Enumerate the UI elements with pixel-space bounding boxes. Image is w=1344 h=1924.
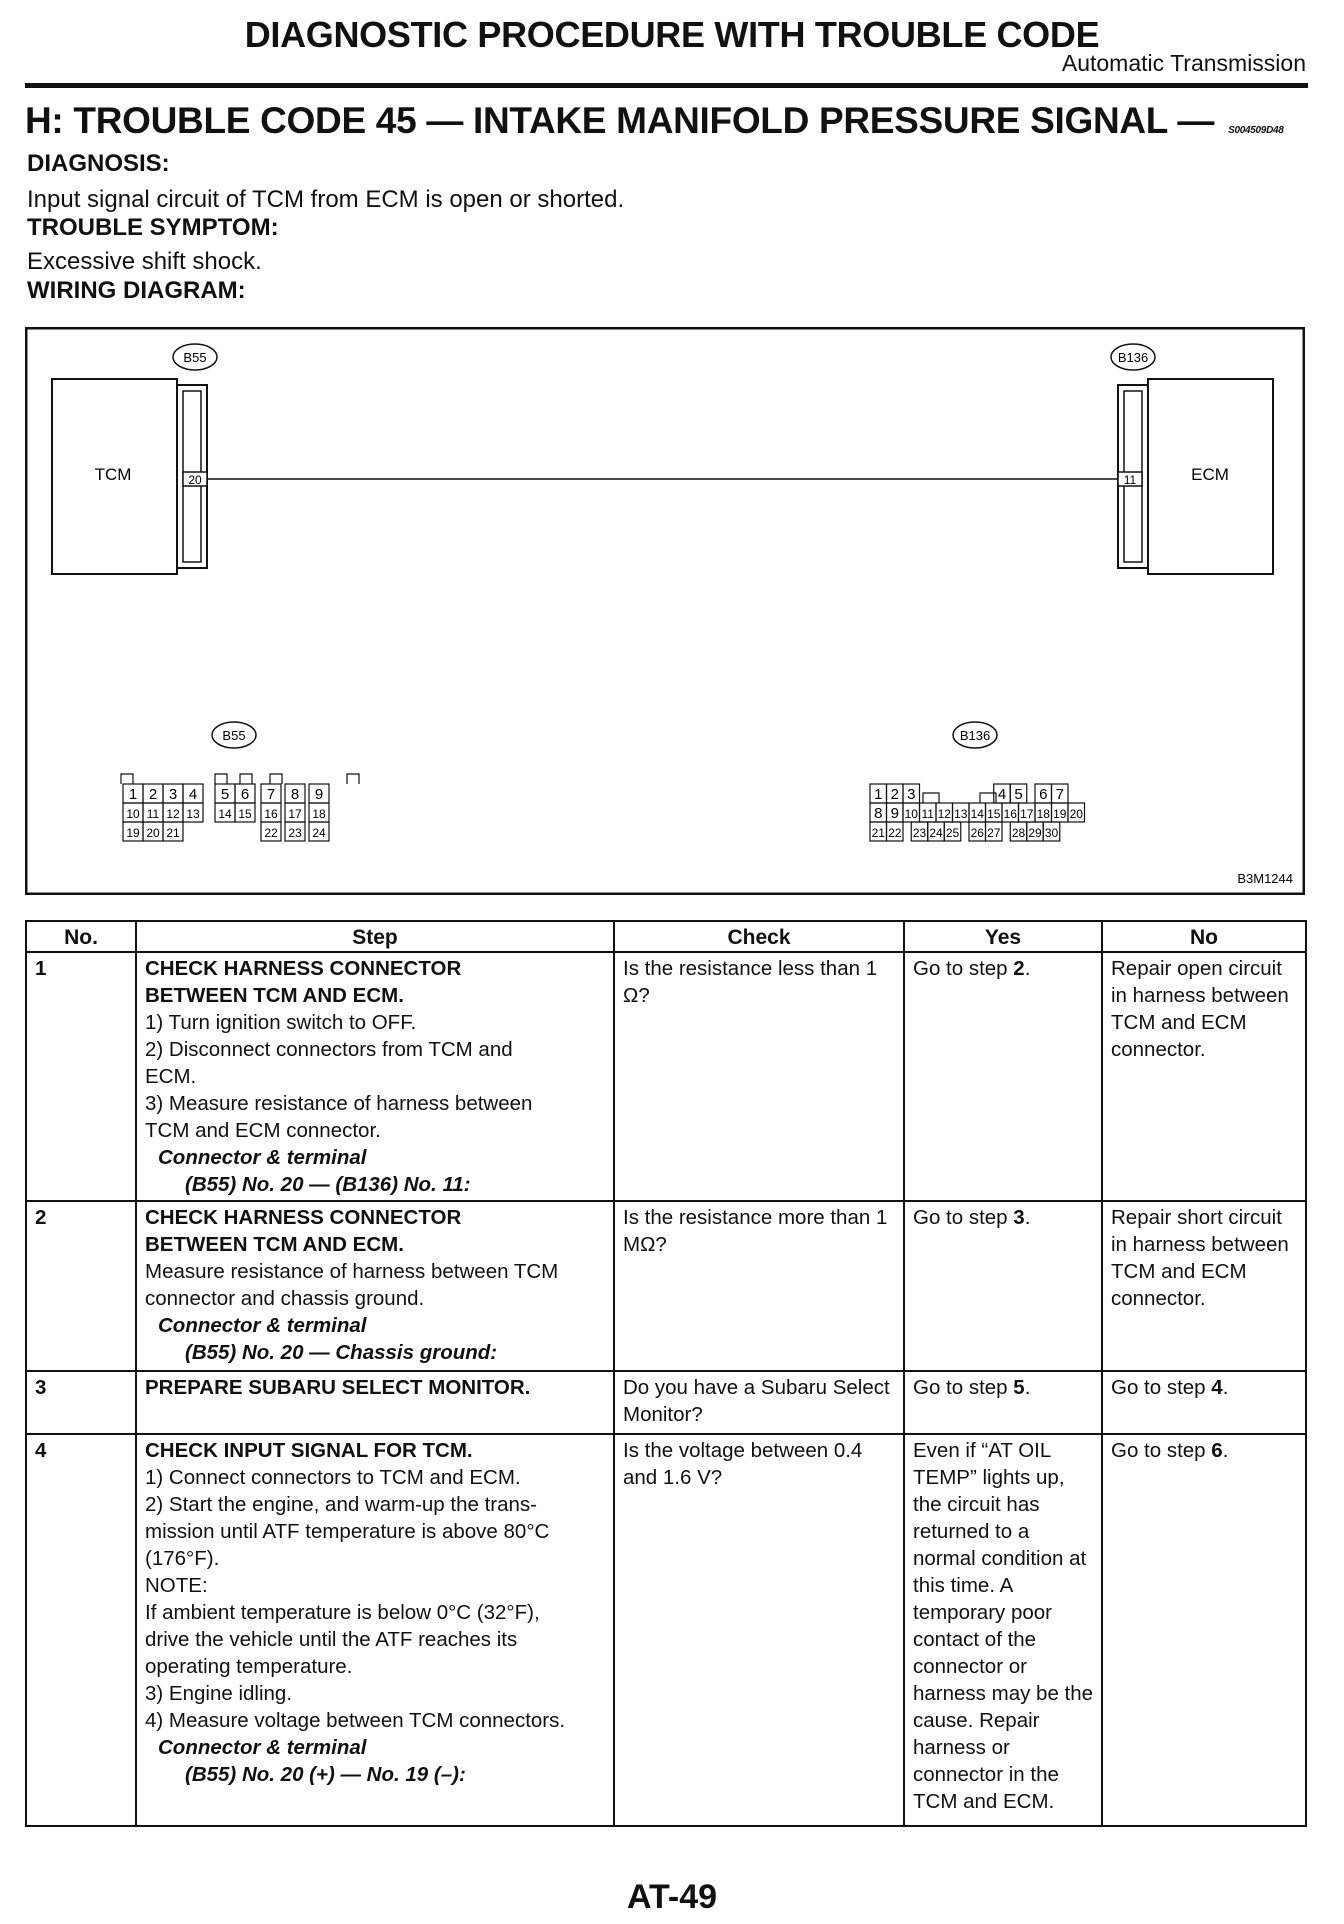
ecm-pin-number: 11: [1123, 473, 1137, 487]
latch-tab: [121, 774, 133, 784]
pin-number: 30: [1044, 826, 1059, 840]
step-line: 1) Connect connectors to TCM and ECM.: [145, 1466, 521, 1489]
step-line: NOTE:: [145, 1574, 208, 1597]
pin-number: 5: [220, 786, 230, 803]
pin-number: 15: [987, 807, 1001, 821]
pin-number: 23: [288, 826, 302, 840]
no-cell: Repair short circuit in harness between TCM and ECM connector.: [1102, 1201, 1306, 1371]
pin-number: 5: [1014, 786, 1023, 803]
pin-number: 26: [970, 826, 984, 840]
pin-number: 19: [126, 826, 140, 840]
yes-step-ref: 5: [1013, 1376, 1025, 1399]
step-number: 4: [26, 1434, 136, 1826]
ecm-connector-id: B136: [1117, 350, 1149, 365]
step-line: ECM.: [145, 1065, 197, 1088]
step-line: If ambient temperature is below 0°C (32°F),: [145, 1601, 540, 1624]
pin-number: 13: [954, 807, 968, 821]
step-number: 1: [26, 952, 136, 1201]
pin-number: 24: [312, 826, 326, 840]
pin-number: 14: [970, 807, 984, 821]
pin-number: 13: [186, 807, 200, 821]
step-title: PREPARE SUBARU SELECT MONITOR.: [145, 1376, 531, 1399]
connector-label: Connector & terminal: [158, 1736, 367, 1759]
page-title: DIAGNOSTIC PROCEDURE WITH TROUBLE CODE: [244, 14, 1100, 55]
step-title: BETWEEN TCM AND ECM.: [145, 984, 404, 1007]
step-title: CHECK HARNESS CONNECTOR: [145, 957, 462, 980]
page-number: AT-49: [626, 1878, 718, 1916]
header-no-col: No: [1102, 921, 1306, 952]
header-rule: [25, 83, 1308, 88]
yes-text: Go to step: [913, 1376, 1014, 1399]
step-cell: [136, 1434, 614, 1826]
pin-number: 8: [290, 786, 300, 803]
step-line: 4) Measure voltage between TCM connectors.: [145, 1709, 566, 1732]
pin-number: 8: [874, 805, 883, 822]
yes-cell: [904, 952, 1102, 1201]
pin-number: 1: [128, 786, 138, 803]
table-row: [26, 1434, 1306, 1826]
pin-number: 6: [240, 786, 250, 803]
pin-number: 23: [912, 826, 927, 840]
yes-step-ref: 3: [1013, 1206, 1025, 1229]
step-line: drive the vehicle until the ATF reaches its: [145, 1628, 518, 1651]
no-text-end: .: [1222, 1376, 1229, 1399]
table-row: [26, 1371, 1306, 1434]
pin-number: 21: [166, 826, 180, 840]
step-title: BETWEEN TCM AND ECM.: [145, 1233, 404, 1256]
pin-number: 15: [238, 807, 252, 821]
pin-number: 11: [146, 807, 160, 821]
table-header-row: [26, 921, 1306, 952]
connector-label: Connector & terminal: [158, 1146, 367, 1169]
header-check: Check: [614, 921, 904, 952]
no-text-end: .: [1222, 1439, 1229, 1462]
page-subtitle: Automatic Transmission: [1061, 50, 1306, 76]
no-step-ref: 4: [1211, 1376, 1223, 1399]
step-line: TCM and ECM connector.: [145, 1119, 381, 1142]
step-line: (176°F).: [145, 1547, 220, 1570]
connector-value: (B55) No. 20 (+) — No. 19 (–):: [185, 1763, 466, 1786]
pin-number: 29: [1028, 826, 1042, 840]
pin-number: 22: [888, 826, 902, 840]
yes-text: Go to step: [913, 1206, 1014, 1229]
header-step: Step: [136, 921, 614, 952]
symptom-text: Excessive shift shock.: [27, 248, 262, 275]
symptom-label: TROUBLE SYMPTOM:: [27, 214, 279, 241]
no-cell: [1102, 1371, 1306, 1434]
wiring-label: WIRING DIAGRAM:: [27, 277, 246, 304]
pin-number: 4: [997, 786, 1007, 803]
step-line: 3) Engine idling.: [145, 1682, 293, 1705]
pin-number: 14: [218, 807, 232, 821]
pin-number: 12: [937, 807, 951, 821]
step-line: 2) Disconnect connectors from TCM and: [145, 1038, 513, 1061]
step-line: 2) Start the engine, and warm-up the trans-: [145, 1493, 537, 1516]
pin-number: 9: [890, 805, 899, 822]
pin-number: 27: [987, 826, 1001, 840]
check-cell: Do you have a Subaru Select Monitor?: [614, 1371, 904, 1434]
check-cell: Is the resistance less than 1 Ω?: [614, 952, 904, 1201]
step-title: CHECK HARNESS CONNECTOR: [145, 1206, 462, 1229]
yes-text-end: .: [1024, 1376, 1031, 1399]
yes-step-ref: 2: [1013, 957, 1025, 980]
connector-value: (B55) No. 20 — Chassis ground:: [185, 1341, 498, 1364]
latch-tab: [923, 793, 939, 803]
no-text: Go to step: [1111, 1439, 1212, 1462]
tcm-label: TCM: [94, 465, 132, 484]
pin-number: 7: [1055, 786, 1064, 803]
pin-number: 2: [148, 786, 158, 803]
step-cell: [136, 1201, 614, 1371]
no-cell: [1102, 1434, 1306, 1826]
b136-connector-face: [870, 784, 1085, 841]
pin-number: 17: [288, 807, 302, 821]
diagnosis-label: DIAGNOSIS:: [27, 150, 170, 177]
b55-connector-face: [121, 774, 359, 841]
pin-number: 9: [314, 786, 324, 803]
yes-text-end: .: [1024, 1206, 1031, 1229]
yes-cell: [904, 1201, 1102, 1371]
pin-number: 12: [166, 807, 180, 821]
pin-number: 19: [1053, 807, 1067, 821]
pin-number: 1: [874, 786, 883, 803]
pin-number: 20: [1069, 807, 1083, 821]
section-heading-text: H: TROUBLE CODE 45 — INTAKE MANIFOLD PRESSURE SIGNAL —: [25, 100, 1215, 141]
no-step-ref: 6: [1211, 1439, 1223, 1462]
latch-tab: [347, 774, 359, 784]
b136-face-id: B136: [959, 728, 991, 743]
pin-number: 4: [188, 786, 198, 803]
pin-number: 16: [1003, 807, 1017, 821]
pin-number: 18: [312, 807, 326, 821]
pin-number: 2: [890, 786, 899, 803]
figure-id: B3M1244: [1237, 871, 1293, 886]
header-yes: Yes: [904, 921, 1102, 952]
check-cell: Is the voltage between 0.4 and 1.6 V?: [614, 1434, 904, 1826]
pin-number: 20: [146, 826, 160, 840]
step-line: Measure resistance of harness between TCM: [145, 1260, 559, 1283]
tcm-connector-id: B55: [183, 350, 207, 365]
step-line: mission until ATF temperature is above 80°C: [145, 1520, 550, 1543]
yes-cell: Even if “AT OIL TEMP” lights up, the circuit has returned to a normal condition at this time. A temporary poor contact of the connector or harness may be the cause. Repair harness or connector in the TCM and ECM.: [904, 1434, 1102, 1826]
pin-number: 3: [168, 786, 178, 803]
procedure-table: [25, 920, 1307, 1827]
pin-number: 7: [266, 786, 276, 803]
connector-label: Connector & terminal: [158, 1314, 367, 1337]
yes-cell: [904, 1371, 1102, 1434]
step-cell: [136, 952, 614, 1201]
pin-number: 28: [1011, 826, 1026, 840]
tcm-pin-number: 20: [188, 473, 202, 487]
latch-tab: [215, 774, 227, 784]
pin-number: 6: [1039, 786, 1048, 803]
latch-tab: [270, 774, 282, 784]
yes-text-end: .: [1024, 957, 1031, 980]
pin-number: 22: [264, 826, 278, 840]
diagnosis-text: Input signal circuit of TCM from ECM is open or shorted.: [27, 186, 625, 213]
connector-value: (B55) No. 20 — (B136) No. 11:: [185, 1173, 471, 1196]
latch-tab: [240, 774, 252, 784]
b55-face-id: B55: [222, 728, 246, 743]
pin-number: 25: [945, 826, 960, 840]
header-no: No.: [26, 921, 136, 952]
step-line: connector and chassis ground.: [145, 1287, 425, 1310]
pin-number: 10: [126, 807, 140, 821]
check-cell: Is the resistance more than 1 MΩ?: [614, 1201, 904, 1371]
step-line: 3) Measure resistance of harness between: [145, 1092, 533, 1115]
pin-number: 11: [921, 807, 934, 821]
table-row: [26, 1201, 1306, 1371]
yes-text: Go to step: [913, 957, 1014, 980]
ecm-label: ECM: [1191, 465, 1229, 484]
wiring-diagram-svg: [25, 327, 1305, 895]
step-number: 3: [26, 1371, 136, 1434]
pin-number: 18: [1036, 807, 1050, 821]
pin-number: 16: [264, 807, 278, 821]
step-line: operating temperature.: [145, 1655, 353, 1678]
step-line: 1) Turn ignition switch to OFF.: [145, 1011, 417, 1034]
pin-number: 3: [907, 786, 916, 803]
pin-number: 17: [1020, 807, 1034, 821]
wiring-diagram: [25, 327, 1305, 895]
step-number: 2: [26, 1201, 136, 1371]
pin-number: 24: [929, 826, 943, 840]
table-row: [26, 952, 1306, 1201]
step-cell: [136, 1371, 614, 1434]
pin-number: 10: [904, 807, 918, 821]
no-text: Go to step: [1111, 1376, 1212, 1399]
section-code: S004509D48: [1228, 125, 1284, 136]
no-cell: Repair open circuit in harness between TCM and ECM connector.: [1102, 952, 1306, 1201]
section-heading: [25, 100, 1284, 142]
pin-number: 21: [871, 826, 885, 840]
step-title: CHECK INPUT SIGNAL FOR TCM.: [145, 1439, 473, 1462]
